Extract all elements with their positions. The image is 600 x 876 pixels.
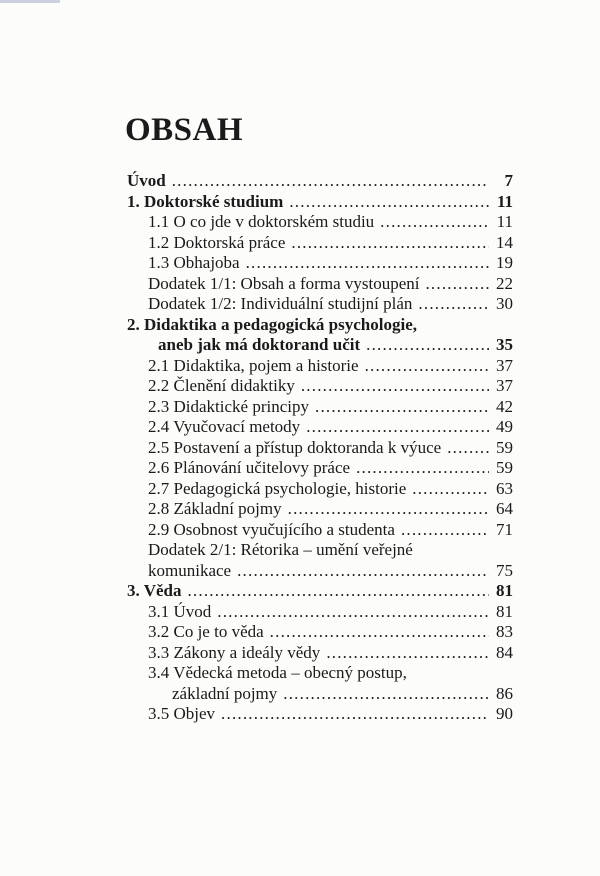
dot-leader [187,581,489,602]
toc-entry [127,458,513,479]
dot-leader [221,704,489,725]
toc-entry-page: 37 [496,376,513,395]
dot-leader [246,253,489,274]
page-title: OBSAH [125,112,244,148]
dot-leader [237,561,489,582]
toc-entry-page: 22 [496,273,513,293]
toc-entry [127,438,513,459]
toc-entry-label: Dodatek 2/1: Rétorika – umění veřejné [148,540,413,559]
toc-entry-page: 71 [496,519,513,539]
toc-entry-page: 63 [496,478,513,498]
toc-entry-page: 59 [496,437,513,457]
toc-entry-label: 3.3 Zákony a ideály vědy [148,642,321,662]
toc-entry-label: 2.7 Pedagogická psychologie, historie [148,478,407,498]
dot-leader [291,233,489,254]
dot-leader [270,622,489,643]
toc-entry-label: 2.5 Postavení a přístup doktoranda k výuce [148,437,442,457]
toc-entry [127,253,513,274]
toc-entry [127,561,513,582]
dot-leader [289,192,489,213]
toc-entry [127,274,513,295]
toc-entry [127,520,513,541]
toc-entry-page: 81 [496,601,513,621]
toc-entry-label: 3. Věda [127,581,182,600]
toc-entry [127,335,513,356]
dot-leader [326,643,489,664]
toc-entry-page: 75 [496,560,513,580]
dot-leader [356,458,489,479]
dot-leader [447,438,489,459]
toc-entry-page: 59 [496,458,513,477]
toc-entry-page: 19 [496,253,513,272]
toc-entry-label: 1.3 Obhajoba [148,253,240,272]
toc-entry [127,315,513,336]
dot-leader [283,684,489,705]
dot-leader [366,335,489,356]
scan-artifact [0,0,60,3]
toc-entry-label: 2.6 Plánování učitelovy práce [148,458,351,477]
toc-entry-label: komunikace [148,560,232,580]
toc-entry [127,663,513,684]
dot-leader [412,479,489,500]
toc-entry [127,294,513,315]
toc-entry-label: 1.2 Doktorská práce [148,232,286,252]
dot-leader [315,397,489,418]
dot-leader [425,274,489,295]
toc-entry-page: 11 [496,212,513,231]
toc-entry [127,417,513,438]
toc-entry [127,376,513,397]
toc-entry [127,704,513,725]
dot-leader [418,294,489,315]
toc-entry [127,540,513,561]
toc-entry-page: 49 [496,417,513,436]
toc-entry-label: 2.9 Osobnost vyučujícího a studenta [148,519,395,539]
toc-entry-label: 2. Didaktika a pedagogická psychologie, [127,314,417,334]
toc-entry-label: 3.4 Vědecká metoda – obecný postup, [148,663,407,682]
toc-entry-label: 2.8 Základní pojmy [148,499,282,518]
dot-leader [306,417,489,438]
toc-entry-label: Dodatek 1/2: Individuální studijní plán [148,294,413,313]
toc-entry [127,479,513,500]
toc-entry-label: základní pojmy [172,683,278,703]
toc-entry [127,602,513,623]
toc-entry-page: 86 [496,683,513,703]
dot-leader [365,356,489,377]
toc-entry [127,643,513,664]
toc-entry-label: aneb jak má doktorand učit [158,335,361,354]
toc-entry-label: 2.1 Didaktika, pojem a historie [148,355,359,375]
toc-entry-label: 1. Doktorské studium [127,191,284,211]
dot-leader [172,171,489,192]
dot-leader [217,602,489,623]
toc-entry-page: 81 [496,581,513,600]
toc-entry [127,192,513,213]
toc-entry-label: 2.3 Didaktické principy [148,396,309,416]
toc-entry-page: 35 [496,335,513,354]
toc-entry [127,356,513,377]
dot-leader [401,520,489,541]
toc-entry-label: 3.1 Úvod [148,601,212,621]
dot-leader [288,499,489,520]
toc-entry-page: 14 [496,232,513,252]
toc-entry-page: 84 [496,642,513,662]
toc-entry-label: 3.5 Objev [148,704,216,723]
toc-entry [127,233,513,254]
toc-entry-page: 37 [496,355,513,375]
toc-entry-page: 30 [496,294,513,313]
toc-entry-page: 90 [496,704,513,723]
toc-entry-label: Úvod [127,171,166,190]
toc-entry-page: 7 [504,171,513,190]
toc-entry-label: 2.4 Vyučovací metody [148,417,301,436]
toc-entry-label: 3.2 Co je to věda [148,622,264,641]
toc-entry-label: Dodatek 1/1: Obsah a forma vystoupení [148,273,420,293]
dot-leader [380,212,489,233]
toc-entry [127,499,513,520]
toc-entry-page: 42 [496,396,513,416]
toc-entry [127,171,513,192]
toc-entry [127,581,513,602]
toc-entry-page: 11 [496,191,513,211]
table-of-contents [127,171,513,725]
toc-entry-page: 83 [496,622,513,641]
toc-entry [127,684,513,705]
toc-entry [127,622,513,643]
toc-entry-label: 2.2 Členění didaktiky [148,376,295,395]
toc-entry-page: 64 [496,499,513,518]
toc-entry [127,212,513,233]
dot-leader [301,376,489,397]
toc-entry-label: 1.1 O co jde v doktorském studiu [148,212,375,231]
toc-entry [127,397,513,418]
